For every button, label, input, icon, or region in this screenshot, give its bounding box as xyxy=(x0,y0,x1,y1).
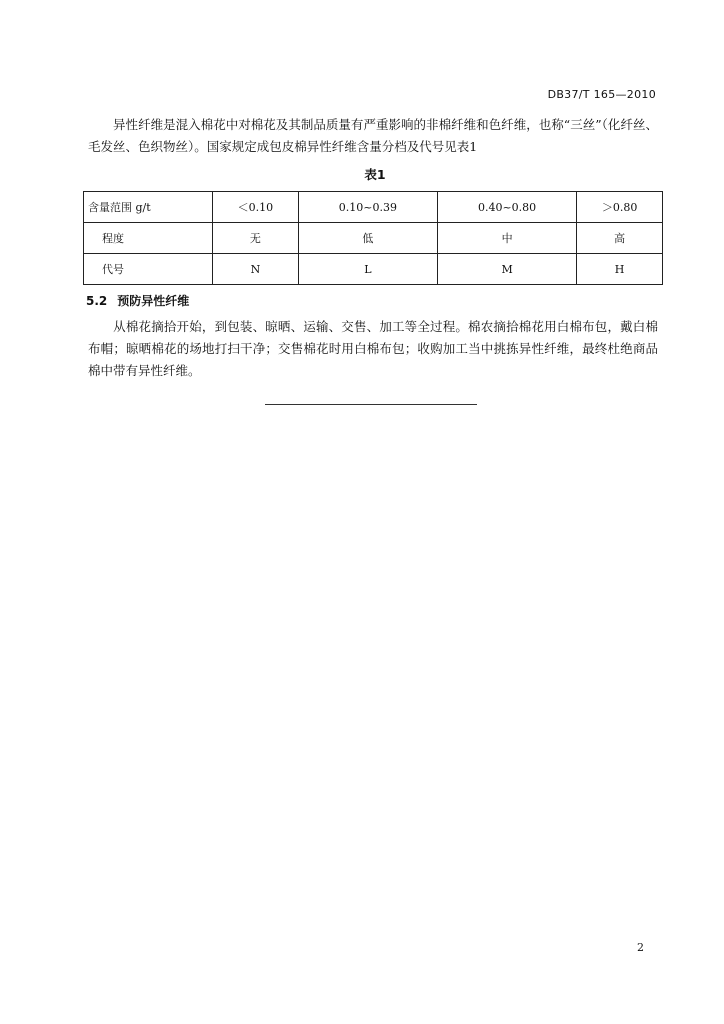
fiber-content-table xyxy=(83,191,663,285)
page-number: 2 xyxy=(637,941,644,954)
intro-paragraph xyxy=(88,114,658,158)
table-row xyxy=(84,223,663,254)
table-row xyxy=(84,254,663,285)
row-label: 代号 xyxy=(84,254,213,285)
table-cell: 高 xyxy=(577,223,663,254)
row-label: 含量范围 g/t xyxy=(84,192,213,223)
section-title: 预防异性纤维 xyxy=(117,294,190,308)
section-paragraph-text: 从棉花摘拾开始，到包装、晾晒、运输、交售、加工等全过程。棉农摘拾棉花用白棉布包，戴白棉布帽；晾晒棉花的场地打扫干净；交售棉花时用白棉布包；收购加工当中挑拣异性纤维，最终杜绝商品棉中带有异性纤维。 xyxy=(88,319,658,378)
table-cell: H xyxy=(577,254,663,285)
table-cell: 低 xyxy=(298,223,437,254)
table-cell: 中 xyxy=(437,223,576,254)
table-cell: 0.10~0.39 xyxy=(298,192,437,223)
table-cell: L xyxy=(298,254,437,285)
table-cell: N xyxy=(213,254,299,285)
table-caption: 表1 xyxy=(364,167,386,182)
table-cell: ＞0.80 xyxy=(577,192,663,223)
table-cell: 无 xyxy=(213,223,299,254)
document-code: DB37/T 165—2010 xyxy=(547,88,656,101)
table-cell: M xyxy=(437,254,576,285)
section-number: 5.2 xyxy=(86,294,108,308)
table-cell: 0.40~0.80 xyxy=(437,192,576,223)
section-paragraph xyxy=(88,316,658,382)
row-label: 程度 xyxy=(84,223,213,254)
intro-paragraph-text: 异性纤维是混入棉花中对棉花及其制品质量有严重影响的非棉纤维和色纤维，也称“三丝”（化纤丝、毛发丝、色织物丝）。国家规定成包皮棉异性纤维含量分档及代号见表1 xyxy=(88,117,658,154)
table-cell: ＜0.10 xyxy=(213,192,299,223)
table-row xyxy=(84,192,663,223)
section-heading xyxy=(86,292,189,309)
end-of-text-line xyxy=(265,404,477,405)
